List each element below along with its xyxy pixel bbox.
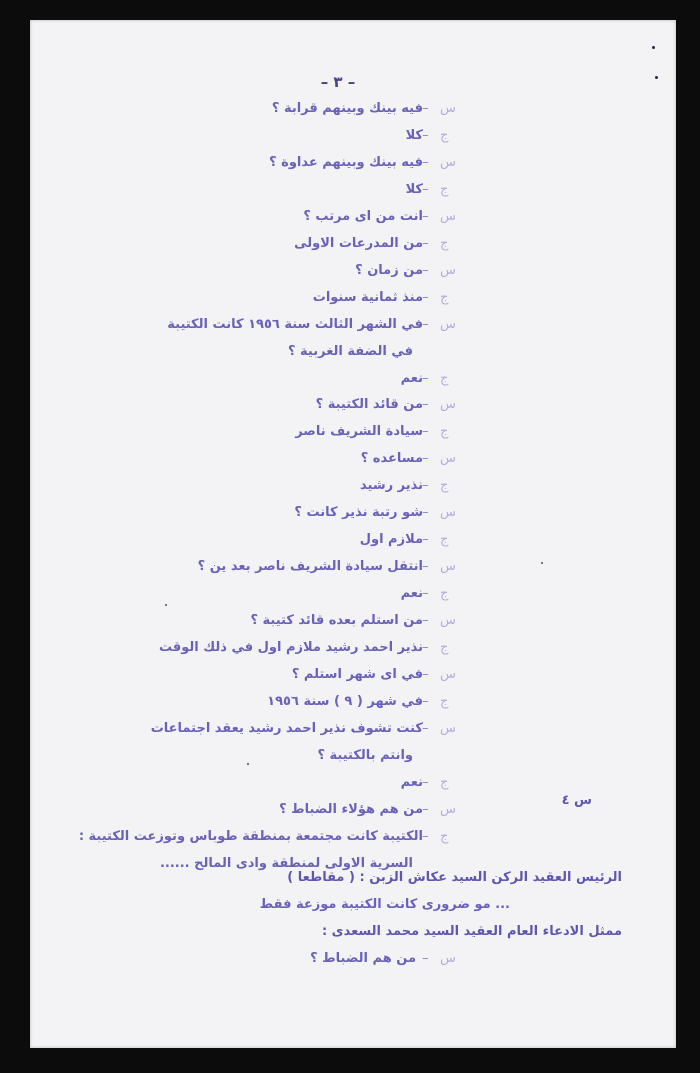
question-mark: س xyxy=(440,505,456,520)
question-text: انت من اى مرتب ؟ xyxy=(303,209,423,224)
dash: – xyxy=(422,263,429,278)
question-text: من قائد الكتيبة ؟ xyxy=(315,397,423,412)
continuation-text: السرية الاولى لمنطقة وادى المالح ...... xyxy=(159,856,413,871)
question-mark: س xyxy=(440,451,456,466)
answer-text: نعم xyxy=(400,371,423,386)
dash: – xyxy=(422,694,429,709)
question-text: مساعده ؟ xyxy=(360,451,423,466)
answer-mark: ج xyxy=(440,182,449,197)
question-mark: س xyxy=(440,317,456,332)
final-question: من هم الضباط ؟ xyxy=(310,951,416,966)
answer-text: من المدرعات الاولى xyxy=(294,236,423,251)
question-text: في الشهر الثالث سنة ١٩٥٦ كانت الكتيبة xyxy=(167,317,423,332)
answer-text: سيادة الشريف ناصر xyxy=(295,424,423,439)
answer-mark: ج xyxy=(440,532,449,547)
dash: – xyxy=(422,397,429,412)
question-mark: س xyxy=(440,721,456,736)
dash: – xyxy=(422,290,429,305)
speck xyxy=(655,76,658,79)
question-text: فيه بينك وبينهم عداوة ؟ xyxy=(269,155,423,170)
dash: – xyxy=(422,505,429,520)
dash: – xyxy=(422,155,429,170)
question-mark: س xyxy=(440,397,456,412)
dash: – xyxy=(422,802,429,817)
answer-text: الكتيبة كانت مجتمعة بمنطقة طوباس وتوزعت الكتيبة : xyxy=(78,829,423,844)
speck xyxy=(541,562,543,564)
answer-text: نذير رشيد xyxy=(360,478,423,493)
answer-mark: ج xyxy=(440,829,449,844)
speck xyxy=(165,604,167,606)
dash: – xyxy=(422,451,429,466)
question-mark: س xyxy=(440,667,456,682)
question-mark: س xyxy=(440,559,456,574)
speck xyxy=(652,46,655,49)
dash: – xyxy=(422,586,429,601)
answer-text: منذ ثمانية سنوات xyxy=(312,290,423,305)
speck xyxy=(247,763,249,765)
dash: – xyxy=(422,667,429,682)
answer-mark: ج xyxy=(440,640,449,655)
answer-mark: ج xyxy=(440,371,449,386)
dash: – xyxy=(422,236,429,251)
dash: – xyxy=(422,317,429,332)
answer-text: كلا xyxy=(405,182,423,197)
dash: – xyxy=(422,613,429,628)
dash: – xyxy=(422,532,429,547)
dash: – xyxy=(422,209,429,224)
answer-mark: ج xyxy=(440,775,449,790)
answer-mark: ج xyxy=(440,424,449,439)
question-text: شو رتبة نذير كانت ؟ xyxy=(294,505,423,520)
document-page xyxy=(30,20,676,1048)
continuation-text: في الضفة الغربية ؟ xyxy=(287,344,413,359)
answer-text: كلا xyxy=(405,128,423,143)
dash: – xyxy=(422,182,429,197)
president-line: الرئيس العقيد الركن السيد عكاش الزبن : ( مقاطعا ) xyxy=(287,870,622,885)
answer-text: نعم xyxy=(400,775,423,790)
question-mark: س xyxy=(440,951,456,966)
question-mark: س xyxy=(440,263,456,278)
answer-mark: ج xyxy=(440,694,449,709)
dash: – xyxy=(422,128,429,143)
answer-mark: ج xyxy=(440,586,449,601)
question-text: انتقل سيادة الشريف ناصر بعد ين ؟ xyxy=(197,559,423,574)
page-number: – ٣ – xyxy=(320,73,356,91)
question-text: من زمان ؟ xyxy=(355,263,423,278)
answer-mark: ج xyxy=(440,478,449,493)
answer-text: ملازم اول xyxy=(359,532,423,547)
question-text: كنت تشوف نذير احمد رشيد يعقد اجتماعات xyxy=(150,721,423,736)
dash: – xyxy=(422,721,429,736)
dash: – xyxy=(422,640,429,655)
answer-mark: ج xyxy=(440,290,449,305)
question-text: من استلم بعده قائد كتيبة ؟ xyxy=(250,613,423,628)
dash: – xyxy=(422,559,429,574)
dash: – xyxy=(422,424,429,439)
question-mark: س xyxy=(440,101,456,116)
president-remark: ... مو ضرورى كانت الكتيبة موزعة فقط xyxy=(259,897,510,912)
dash: – xyxy=(422,829,429,844)
answer-mark: ج xyxy=(440,128,449,143)
answer-text: في شهر ( ٩ ) سنة ١٩٥٦ xyxy=(267,694,423,709)
question-mark: س xyxy=(440,155,456,170)
question-mark: س xyxy=(440,613,456,628)
prosecutor-line: ممثل الادعاء العام العقيد السيد محمد السعدى : xyxy=(321,924,622,939)
dash: – xyxy=(422,478,429,493)
question-text: في اى شهر استلم ؟ xyxy=(291,667,423,682)
question-text: من هم هؤلاء الضباط ؟ xyxy=(279,802,423,817)
dash: – xyxy=(422,951,429,966)
answer-mark: ج xyxy=(440,236,449,251)
answer-text: نعم xyxy=(400,586,423,601)
dash: – xyxy=(422,101,429,116)
question-mark: س xyxy=(440,802,456,817)
answer-text: نذير احمد رشيد ملازم اول في ذلك الوقت xyxy=(158,640,423,655)
question-text: فيه بينك وبينهم قرابة ؟ xyxy=(271,101,423,116)
continuation-text: وانتم بالكتيبة ؟ xyxy=(317,748,413,763)
question-mark: س xyxy=(440,209,456,224)
dash: – xyxy=(422,775,429,790)
margin-note: س ٤ xyxy=(561,793,592,808)
dash: – xyxy=(422,371,429,386)
